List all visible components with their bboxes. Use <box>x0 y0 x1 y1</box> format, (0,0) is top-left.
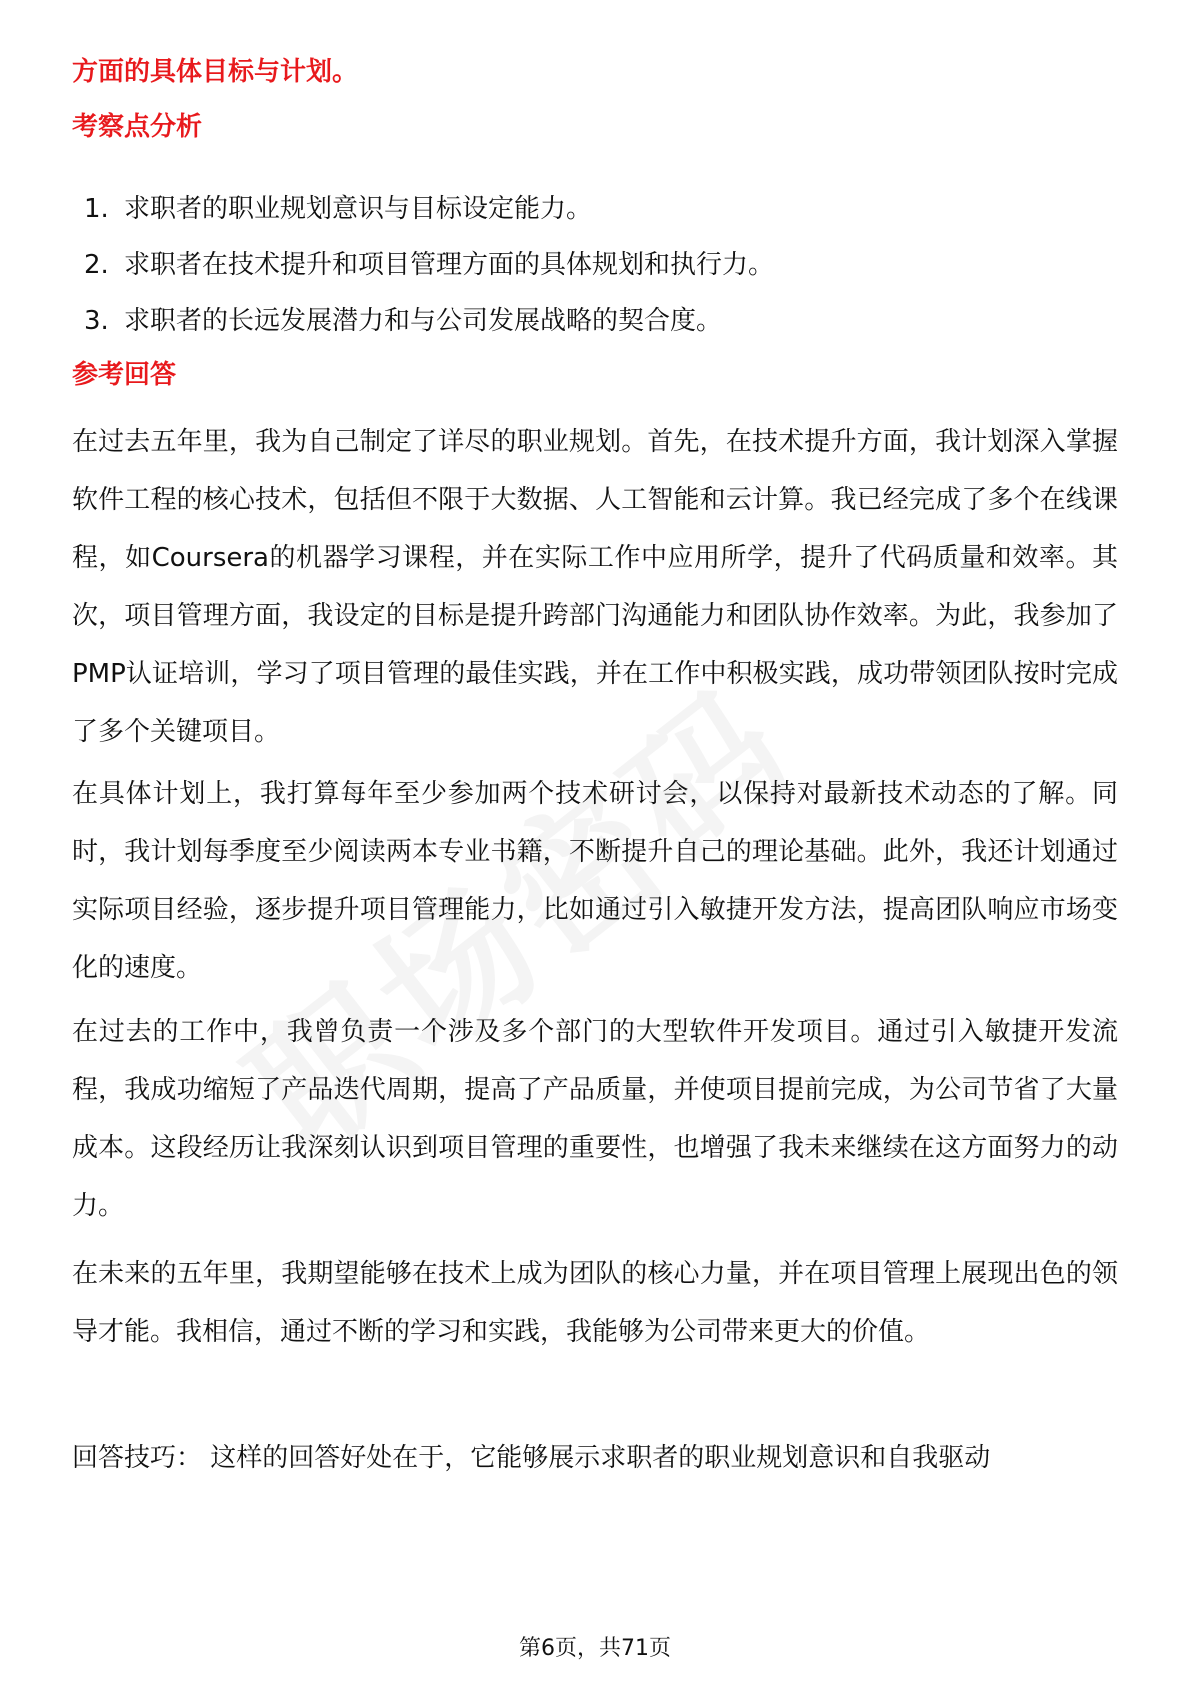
section-heading-analysis: 考察点分析 <box>72 112 203 142</box>
list-item-text: 求职者在技术提升和项目管理方面的具体规划和执行力。 <box>124 250 775 280</box>
page-number-footer: 第6页，共71页 <box>519 1636 671 1661</box>
answer-paragraph: 在未来的五年里，我期望能够在技术上成为团队的核心力量，并在项目管理上展现出色的领导才能。我相信，通过不断的学习和实践，我能够为公司带来更大的价值。 <box>72 1259 1118 1347</box>
list-item <box>72 190 1132 246</box>
list-item-number: 1. <box>84 194 109 224</box>
section-heading-top: 方面的具体目标与计划。 <box>72 57 359 87</box>
list-item-text: 求职者的职业规划意识与目标设定能力。 <box>124 194 593 224</box>
analysis-list <box>72 190 1132 358</box>
list-item <box>72 246 1132 302</box>
answer-paragraph: 在过去的工作中，我曾负责一个涉及多个部门的大型软件开发项目。通过引入敏捷开发流程，我成功缩短了产品迭代周期，提高了产品质量，并使项目提前完成，为公司节省了大量成本。这段经历让我深刻认识到项目管理的重要性，也增强了我未来继续在这方面努力的动力。 <box>72 1017 1118 1221</box>
list-item-number: 3. <box>84 306 109 336</box>
answer-tips-paragraph: 回答技巧： 这样的回答好处在于，它能够展示求职者的职业规划意识和自我驱动 <box>72 1443 991 1473</box>
section-heading-reference: 参考回答 <box>72 360 177 390</box>
list-item-number: 2. <box>84 250 109 280</box>
answer-paragraph: 在具体计划上，我打算每年至少参加两个技术研讨会，以保持对最新技术动态的了解。同时，我计划每季度至少阅读两本专业书籍，不断提升自己的理论基础。此外，我还计划通过实际项目经验，逐步提升项目管理能力，比如通过引入敏捷开发方法，提高团队响应市场变化的速度。 <box>72 779 1118 983</box>
answer-paragraph: 在过去五年里，我为自己制定了详尽的职业规划。首先，在技术提升方面，我计划深入掌握软件工程的核心技术，包括但不限于大数据、人工智能和云计算。我已经完成了多个在线课程，如Coursera的机器学习课程，并在实际工作中应用所学，提升了代码质量和效率。其次，项目管理方面，我设定的目标是提升跨部门沟通能力和团队协作效率。为此，我参加了PMP认证培训，学习了项目管理的最佳实践，并在工作中积极实践，成功带领团队按时完成了多个关键项目。 <box>72 427 1118 747</box>
list-item-text: 求职者的长远发展潜力和与公司发展战略的契合度。 <box>124 306 723 336</box>
list-item <box>72 302 1132 358</box>
